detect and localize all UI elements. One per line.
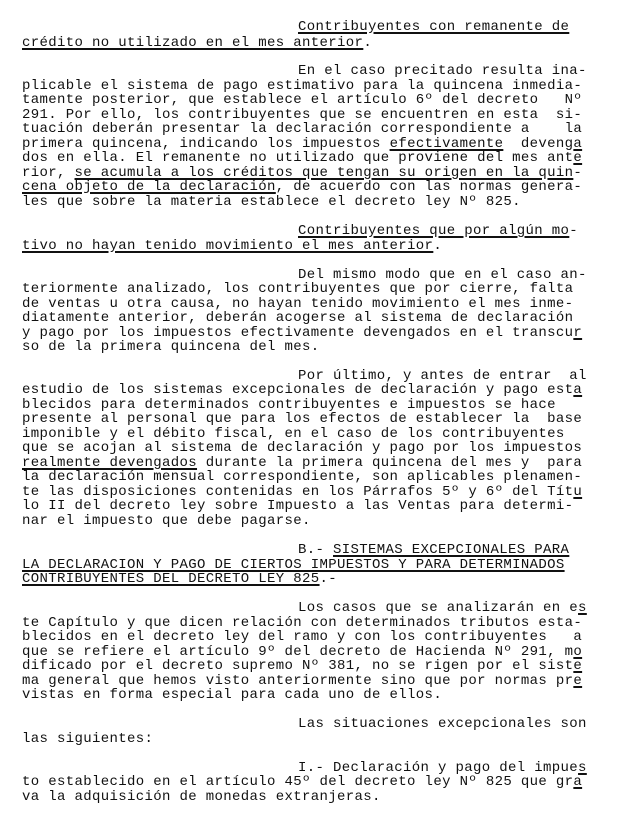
text-segment: ma general que hemos visto anteriormente sino que por normas pr (22, 673, 574, 689)
text-line (22, 121, 582, 137)
text-segment: . (363, 35, 373, 51)
text-segment: las siguientes: (22, 731, 154, 747)
text-segment: to establecido en el artículo 45º del decreto ley Nº 825 que gr (22, 774, 574, 790)
text-segment: imponible y el débito fiscal, en el caso de los contribuyentes (22, 426, 565, 442)
text-line (22, 440, 582, 456)
text-line (22, 687, 442, 703)
text-segment: dificado por el decreto supremo Nº 381, no se rigen por el sist (22, 658, 574, 674)
text-segment: Los casos que se analizarán en e (298, 600, 579, 616)
text-segment: que se acojan al sistema de declaración y pago por los impuestos (22, 440, 583, 456)
underlined-text: s (578, 600, 587, 616)
text-segment: - (569, 223, 579, 239)
underlined-text: crédito no utilizado en el mes anterior (22, 35, 364, 51)
text-line (22, 469, 582, 485)
text-line (298, 19, 569, 35)
text-segment: dos en ella. El remanente no utilizado que proviene del mes ant (22, 150, 574, 166)
text-line (22, 513, 311, 529)
text-line (298, 600, 587, 616)
underlined-text: s (578, 760, 587, 776)
text-line (22, 658, 582, 674)
underlined-text: a (573, 382, 583, 398)
text-segment: Las situaciones excepcionales son (298, 716, 587, 732)
text-segment: I.- Declaración y pago del impue (298, 760, 579, 776)
text-line (22, 238, 442, 254)
text-segment: tuación deberán presentar la declaración correspondiente a la (22, 121, 583, 137)
underlined-text: e (573, 658, 583, 674)
text-line (22, 411, 582, 427)
text-segment: .- (319, 571, 338, 587)
text-segment: lo II del decreto ley sobre Impuesto a las Ventas para determi- (22, 498, 574, 514)
underlined-text: cena objeto de la declaración (22, 179, 276, 195)
text-segment: estudio de los sistemas excepcionales de declaración y pago est (22, 382, 574, 398)
text-segment: - (573, 165, 583, 181)
underlined-text: a (573, 774, 583, 790)
underlined-text: SISTEMAS EXCEPCIONALES PARA (333, 542, 570, 558)
text-segment: les que sobre la materia establece el decreto ley Nº 825. (22, 194, 521, 210)
text-line (22, 382, 582, 398)
underlined-text: efectivamente (389, 136, 504, 152)
text-segment: diatamente anterior, deberán acogerse al sistema de declaración (22, 310, 574, 326)
text-segment: . (433, 238, 443, 254)
underlined-text: se acumula a los créditos que tengan su origen en la quin (74, 165, 574, 181)
text-segment: B.- (298, 542, 334, 558)
text-segment: durante la primera quincena del mes y para (197, 455, 583, 471)
text-segment: blecidos en el decreto ley del ramo y con los contribuyentes a (22, 629, 583, 645)
text-segment: deveng (503, 136, 574, 152)
underlined-text: CONTRIBUYENTES DEL DECRETO LEY 825 (22, 571, 320, 587)
text-line (22, 194, 521, 210)
text-segment: de ventas u otra causa, no hayan tenido movimiento el mes inme- (22, 296, 574, 312)
text-line (298, 223, 578, 239)
text-segment: tamente posterior, que establece el artículo 6º del decreto Nº (22, 92, 583, 108)
text-line (22, 731, 153, 747)
text-line (22, 92, 582, 108)
text-line (22, 571, 337, 587)
text-line (22, 179, 582, 195)
underlined-text: Contribuyentes con remanente de (298, 19, 570, 35)
underlined-text: Contribuyentes que por algún mo (298, 223, 570, 239)
text-line (22, 35, 372, 51)
text-segment: Por último, y antes de entrar al (298, 368, 587, 384)
text-line (298, 716, 587, 732)
text-segment: primera quincena, indicando los impuestos (22, 136, 390, 152)
underlined-text: tivo no hayan tenido movimiento el mes anterior (22, 238, 434, 254)
underlined-text: realmente devengados (22, 455, 198, 471)
text-line (22, 498, 573, 514)
text-line (22, 789, 381, 805)
underlined-text: e (573, 150, 583, 166)
underlined-text: LA DECLARACION Y PAGO DE CIERTOS IMPUESTOS Y PARA DETERMINADOS (22, 557, 565, 573)
text-segment: , de acuerdo con las normas genera- (275, 179, 583, 195)
text-line (298, 63, 587, 79)
underlined-text: e (573, 673, 583, 689)
text-segment: te las disposiciones contenidas en los Párrafos 5º y 6º del Tít (22, 484, 574, 500)
text-segment: plicable el sistema de pago estimativo para la quincena inmedia- (22, 78, 583, 94)
underlined-text: u (573, 484, 583, 500)
text-segment: nar el impuesto que debe pagarse. (22, 513, 311, 529)
text-segment: Del mismo modo que en el caso an- (298, 267, 587, 283)
underlined-text: r (573, 325, 583, 341)
text-segment: teriormente analizado, los contribuyentes que por cierre, falta (22, 281, 574, 297)
text-segment: y pago por los impuestos efectivamente devengados en el transcu (22, 325, 574, 341)
text-segment: vistas en forma especial para cada uno de ellos. (22, 687, 443, 703)
text-segment: te Capítulo y que dicen relación con determinados tributos esta- (22, 615, 583, 631)
text-segment: so de la primera quincena del mes. (22, 339, 320, 355)
text-segment: que se refiere el artículo 9º del decreto de Hacienda Nº 291, m (22, 644, 574, 660)
text-segment: va la adquisición de monedas extranjeras. (22, 789, 381, 805)
text-line (22, 281, 573, 297)
underlined-text: a (573, 136, 583, 152)
text-line (22, 150, 582, 166)
text-line (298, 542, 569, 558)
text-line (22, 310, 573, 326)
text-segment: blecidos para determinados contribuyentes e impuestos se hace (22, 397, 556, 413)
text-segment: presente al personal que para los efectos de establecer la base (22, 411, 583, 427)
text-segment: 291. Por ello, los contribuyentes que se encuentren en esta si- (22, 107, 583, 123)
text-segment: rior, (22, 165, 75, 181)
text-segment: En el caso precitado resulta ina- (298, 63, 587, 79)
underlined-text: o (573, 644, 583, 660)
text-segment: la declaración mensual correspondiente, son aplicables plenamen- (22, 469, 583, 485)
text-line (22, 629, 582, 645)
text-line (22, 774, 582, 790)
text-line (22, 339, 320, 355)
